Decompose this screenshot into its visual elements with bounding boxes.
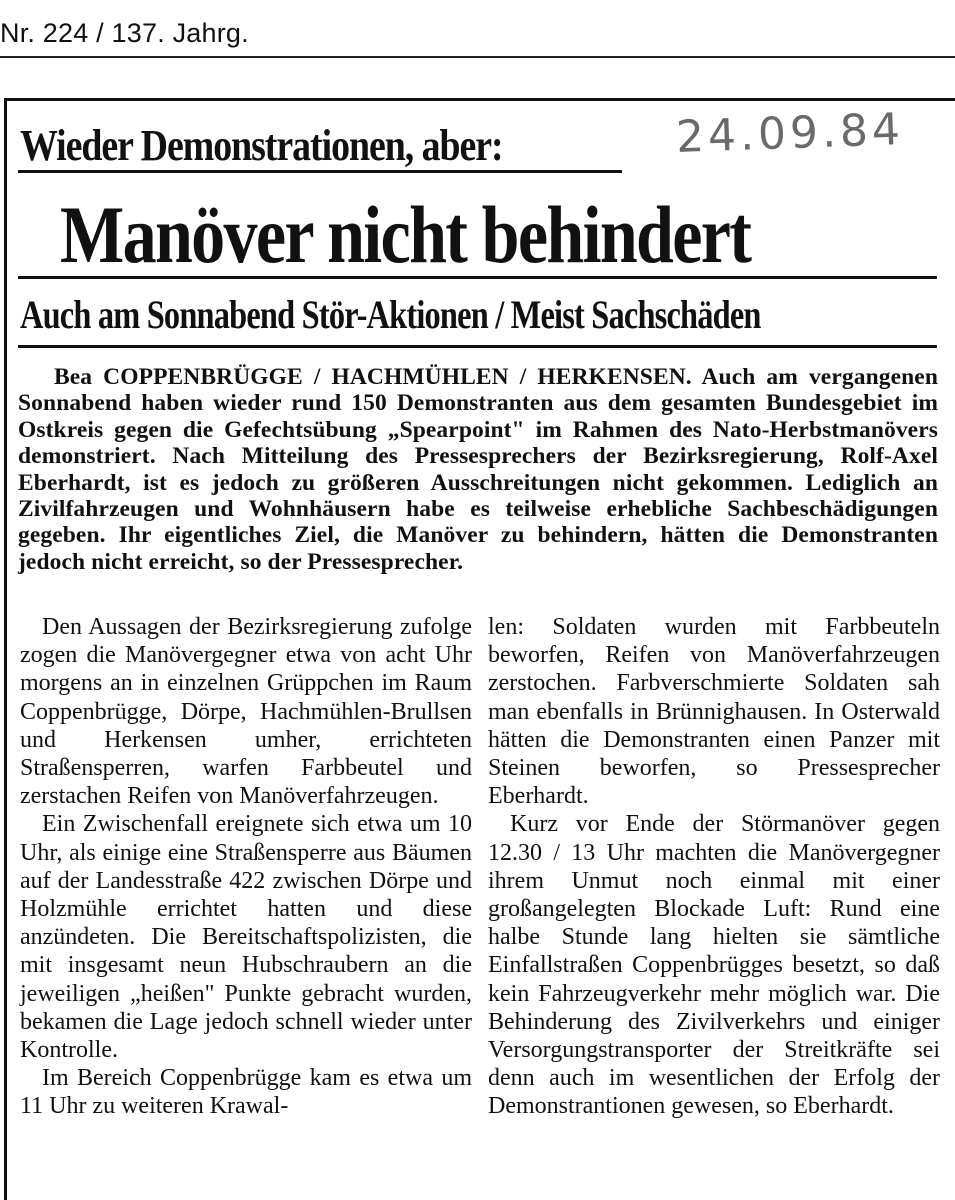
paragraph: Kurz vor Ende der Störmanöver gegen 12.30 / 13 Uhr machten die Manövergegner ihrem Unmut noch einmal mit einer großangelegten Blockade Luft: Rund eine halbe Stunde lang hielten sie sämtliche Einfallstraßen Coppenbrügges besetzt, so daß kein Fahrzeugverkehr mehr möglich war. Die Behinderung des Zivilverkehrs und einiger Versorgungstransporter der Streitkräfte sei denn auch im wesentlichen der Erfolg der Demonstrantionen gewesen, so Eberhardt. bbox=[488, 811, 940, 1120]
subheadline: Auch am Sonnabend Stör-Aktionen / Meist Sachschäden bbox=[20, 292, 761, 337]
main-headline: Manöver nicht behindert bbox=[60, 189, 751, 280]
lead-text: Bea COPPENBRÜGGE / HACHMÜHLEN / HERKENSEN. Auch am vergangenen Sonnabend haben wieder rund 150 Demonstranten aus dem gesamten Bundesgebiet im Ostkreis gegen die Gefechtsübung „Spearpoint" im Rahmen des Nato-Herbstmanövers demonstriert. Nach Mitteilung des Pressesprechers der Bezirksregierung, Rolf-Axel Eberhardt, ist es jedoch zu größeren Ausschreitungen nicht gekommen. Lediglich an Zivilfahrzeugen und Wohnhäusern habe es teilweise erhebliche Sachbeschädigungen gegeben. Ihr eigentliches Ziel, die Manöver zu behindern, hätten die Demonstranten jedoch nicht erreicht, so der Pressesprecher. bbox=[18, 364, 938, 575]
issue-number: Nr. 224 / 137. Jahrg. bbox=[0, 18, 249, 48]
subheadline-divider bbox=[18, 345, 937, 348]
paragraph: Den Aussagen der Bezirksregierung zufolge zogen die Manövergegner etwa von acht Uhr morgens an in einzelnen Grüppchen im Raum Coppenbrügge, Dörpe, Hachmühlen-Brullsen und Herkensen umher, errichteten Straßensperren, warfen Farbbeutel und zerstachen Reifen von Manöverfahrzeugen. bbox=[20, 614, 472, 810]
article-column-left bbox=[20, 613, 472, 1121]
paragraph: Ein Zwischenfall ereignete sich etwa um 10 Uhr, als einige eine Straßensperre aus Bäumen auf der Landesstraße 422 zwischen Dörpe und Holzmühle errichtet hatten und diese anzündeten. Die Bereitschaftspolizisten, die mit insgesamt neun Hubschraubern an die jeweiligen „heißen" Punkte gebracht wurden, bekamen die Lage jedoch schnell wieder unter Kontrolle. bbox=[20, 811, 472, 1064]
headline-divider bbox=[18, 276, 937, 279]
kicker-underline bbox=[18, 170, 622, 173]
lead-paragraph bbox=[18, 364, 938, 575]
top-divider bbox=[0, 56, 955, 58]
paragraph: len: Soldaten wurden mit Farbbeuteln beworfen, Reifen von Manöverfahrzeugen zerstochen. Farbverschmierte Soldaten sah man ebenfalls in Brünnighausen. In Osterwald hätten die Demonstranten einen Panzer mit Steinen beworfen, so Pressesprecher Eberhardt. bbox=[488, 614, 940, 810]
kicker-headline: Wieder Demonstrationen, aber: bbox=[20, 121, 503, 170]
article-column-right bbox=[488, 613, 940, 1121]
paragraph: Im Bereich Coppenbrügge kam es etwa um 11 Uhr zu weiteren Krawal- bbox=[20, 1065, 472, 1120]
handwritten-date: 24.09.84 bbox=[675, 104, 905, 163]
